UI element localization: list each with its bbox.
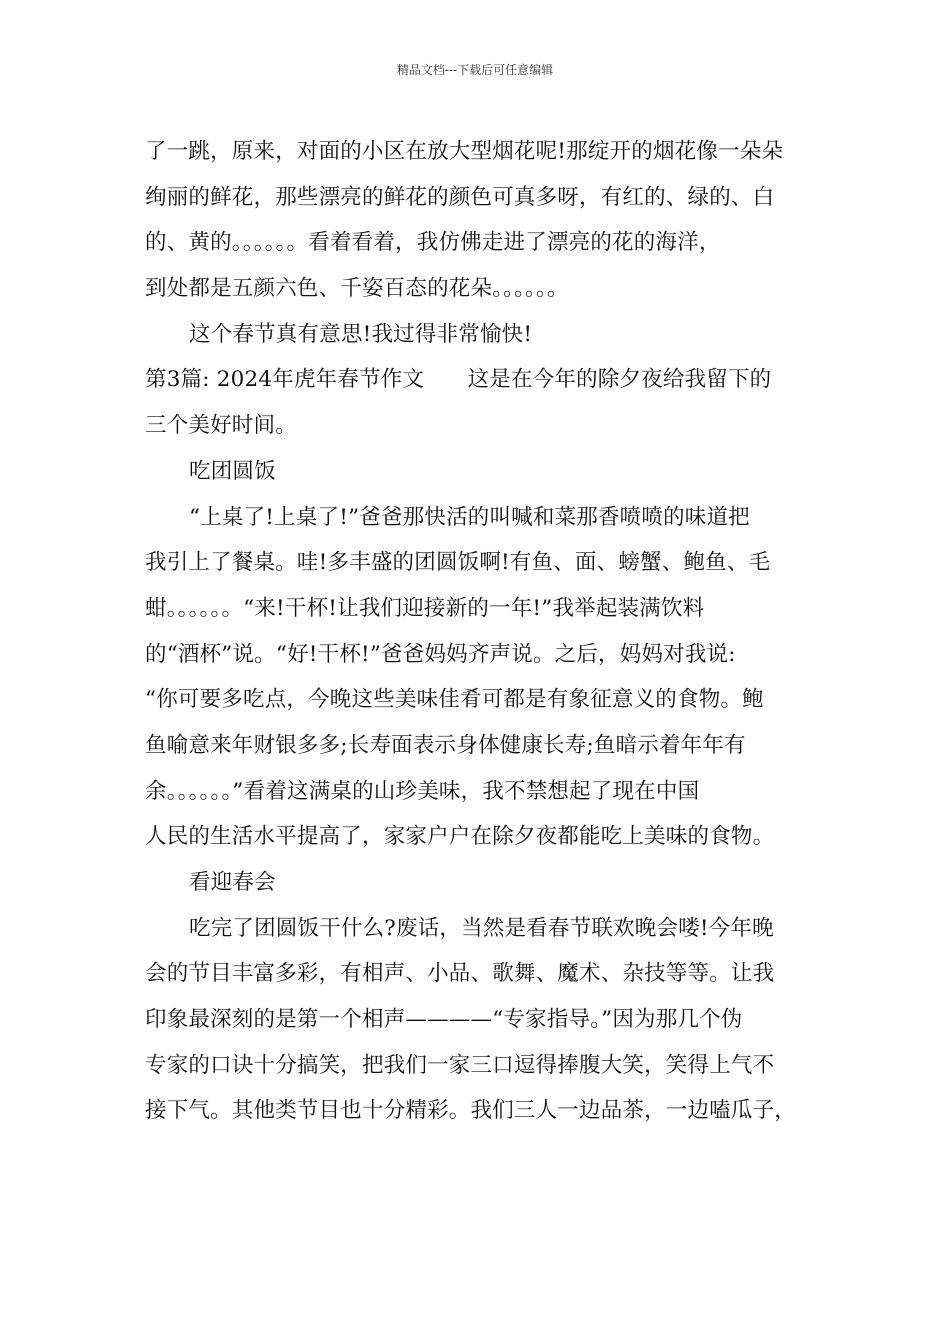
- page-header: 精品文档---下载后可任意编辑: [396, 63, 554, 77]
- text-line: 会的节目丰富多彩，有相声、小品、歌舞、魔术、杂技等等。让我: [145, 961, 775, 987]
- text-line: “上桌了!上桌了!”爸爸那快活的叫喊和菜那香喷喷的味道把: [189, 504, 750, 530]
- text-line: 的“酒杯”说。“好!干杯!”爸爸妈妈齐声说。之后，妈妈对我说:: [145, 641, 736, 667]
- document-body: [145, 129, 825, 1134]
- section-title-line: 第3篇: 2024年虎年春节作文 这是在今年的除夕夜给我留下的: [145, 367, 772, 393]
- subheading: 吃团圆饭: [189, 458, 276, 484]
- subheading: 看迎春会: [189, 870, 276, 895]
- text-line: 余。。。。。。”看着这满桌的山珍美味，我不禁想起了现在中国: [145, 778, 700, 804]
- text-line: 到处都是五颜六色、千姿百态的花朵。。。。。。: [145, 276, 569, 302]
- text-line: 了一跳，原来，对面的小区在放大型烟花呢!那绽开的烟花像一朵朵: [145, 139, 784, 164]
- text-line: 吃完了团圆饭干什么?废话，当然是看春节联欢晚会喽!今年晚: [189, 915, 774, 941]
- text-line: 我引上了餐桌。哇!多丰盛的团圆饭啊!有鱼、面、螃蟹、鲍鱼、毛: [145, 550, 771, 576]
- text-line: 这个春节真有意思!我过得非常愉快!: [189, 321, 533, 347]
- text-line: 接下气。其他类节目也十分精彩。我们三人一边品茶，一边嗑瓜子，: [145, 1098, 797, 1124]
- text-line: 鱼喻意来年财银多多;长寿面表示身体健康长寿;鱼暗示着年年有: [145, 732, 746, 758]
- text-line: 绚丽的鲜花，那些漂亮的鲜花的颜色可真多呀，有红的、绿的、白: [145, 184, 775, 210]
- text-line: 蚶。。。。。。“来!干杯!让我们迎接新的一年!”我举起装满饮料: [145, 595, 705, 621]
- text-line: 印象最深刻的是第一个相声————“专家指导。”因为那几个伪: [145, 1007, 743, 1033]
- text-line: 三个美好时间。: [145, 413, 297, 439]
- text-line: 的、黄的。。。。。。看着看着，我仿佛走进了漂亮的花的海洋，: [145, 230, 721, 256]
- text-line: 专家的口诀十分搞笑，把我们一家三口逗得捧腹大笑，笑得上气不: [145, 1052, 775, 1078]
- text-line: 人民的生活水平提高了，家家户户在除夕夜都能吃上美味的食物。: [145, 824, 775, 850]
- text-line: “你可要多吃点，今晚这些美味佳肴可都是有象征意义的食物。鲍: [145, 687, 764, 713]
